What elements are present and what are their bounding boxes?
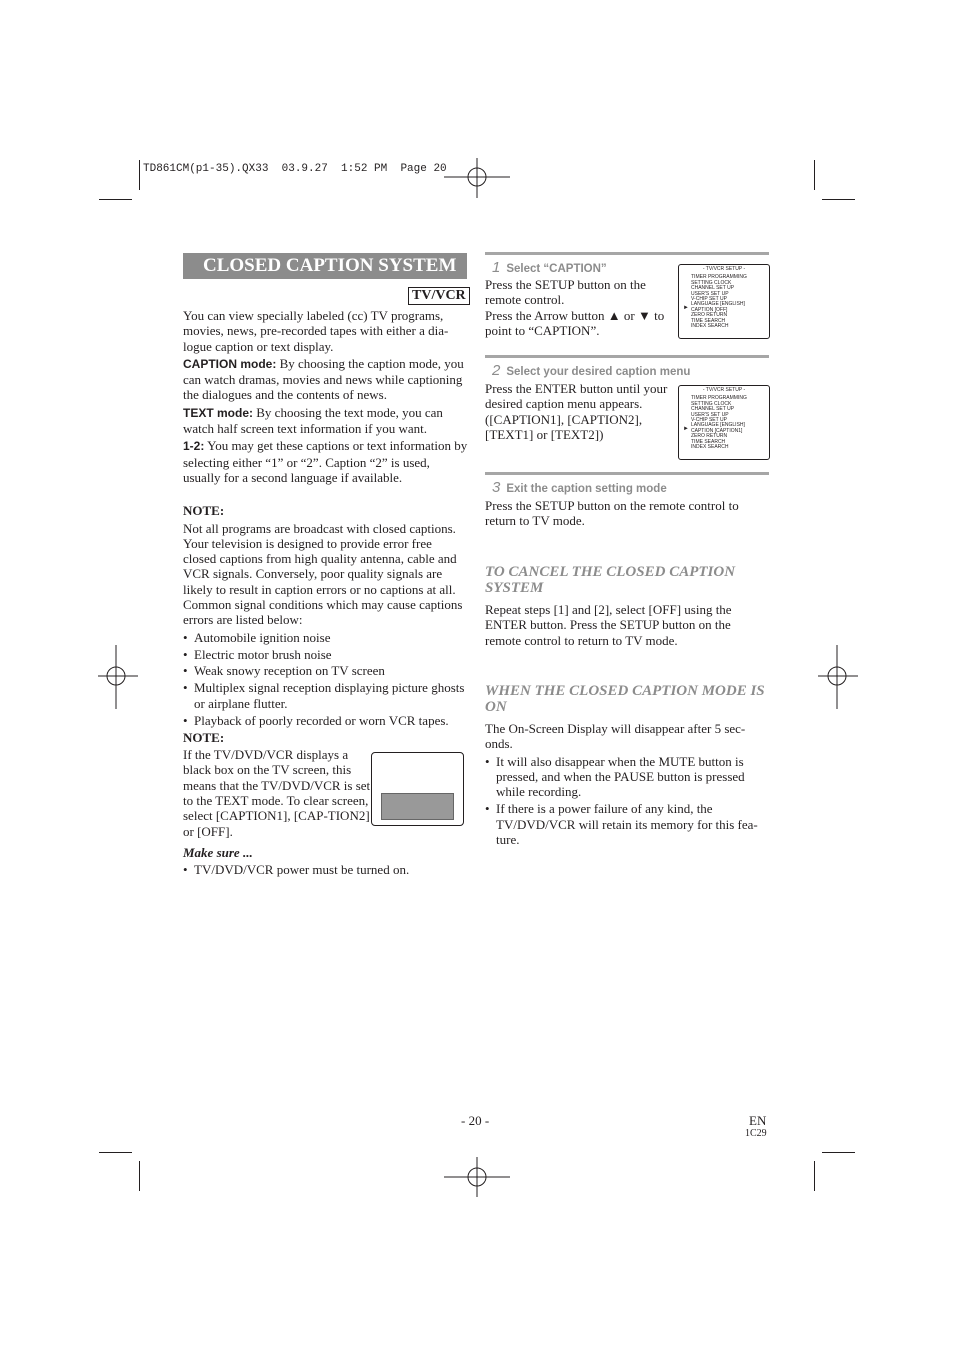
- registration-mark-right: [818, 645, 858, 709]
- osd-item: SETTING CLOCK: [691, 279, 732, 286]
- tv-screen-illustration: [371, 752, 464, 826]
- text-mode-paragraph: [183, 405, 468, 437]
- make-sure-list: [183, 862, 468, 877]
- cause-list: [183, 630, 468, 728]
- step-1-text: [485, 277, 670, 338]
- osd-item: TIME SEARCH: [691, 438, 726, 445]
- list-item: • Multiplex signal reception displaying picture ghosts or airplane flutter.: [183, 680, 468, 711]
- numbered-paragraph: [183, 438, 468, 485]
- osd-item: USER'S SET UP: [691, 290, 729, 297]
- registration-mark-top: [444, 158, 510, 198]
- step-number: 3: [492, 479, 501, 496]
- osd-menu-list: [691, 275, 769, 329]
- print-slug: TD861CM(p1-35).QX33 03.9.27 1:52 PM Page 20: [143, 163, 447, 175]
- list-item: • Weak snowy reception on TV screen: [183, 663, 468, 678]
- osd-item: ZERO RETURN: [691, 312, 728, 319]
- step-1-line: Press the Arrow button ▲ or ▼ to point to “CAPTION”.: [485, 307, 665, 338]
- step-divider: [485, 355, 769, 358]
- step-2-heading: [492, 362, 690, 380]
- osd-menu-list: [691, 396, 769, 450]
- numbered-label: 1-2:: [183, 439, 205, 454]
- black-box-note: If the TV/DVD/VCR displays a black box on the TV screen, this means that the TV/DVD/VCR is set to the TEXT mode. To clear screen, select [CAPTION1], [CAP-TION2] or [OFF].: [183, 747, 371, 839]
- tv-vcr-badge: TV/VCR: [408, 287, 470, 305]
- intro-paragraph: You can view specially labeled (cc) TV programs, movies, news, pre-recorded tapes with either a dia-logue caption or text display.: [183, 308, 449, 354]
- note-paragraph: Not all programs are broadcast with closed captions. Your television is designed to provide error free closed captions from high quality antenna, cable and VCR signals. Conversely, poor quality signals are likely to result in caption errors or no captions at all. Common signal conditions which may cause captions errors are listed below:: [183, 520, 463, 628]
- osd-item: SETTING CLOCK: [691, 400, 732, 407]
- step-divider: [485, 252, 769, 255]
- list-item: • It will also disappear when the MUTE button is pressed, and when the PAUSE button is pressed while recording.: [485, 754, 767, 800]
- osd-title: - TV/VCR SETUP -: [702, 266, 746, 272]
- page-number: - 20 -: [461, 1113, 490, 1128]
- osd-item: INDEX SEARCH: [691, 323, 729, 330]
- osd-item: INDEX SEARCH: [691, 444, 729, 451]
- step-1-heading: [492, 259, 607, 277]
- osd-item: CHANNEL SET UP: [691, 285, 735, 292]
- step-3-heading: [492, 479, 667, 497]
- list-item: • TV/DVD/VCR power must be turned on.: [183, 862, 468, 877]
- cancel-heading: TO CANCEL THE CLOSED CAPTION SYSTEM: [485, 564, 736, 596]
- list-item: • Playback of poorly recorded or worn VCR tapes.: [183, 713, 468, 728]
- osd-item: USER'S SET UP: [691, 411, 729, 418]
- osd-item: CHANNEL SET UP: [691, 406, 735, 413]
- when-on-paragraph: The On-Screen Display will disappear after 5 sec-onds.: [485, 721, 746, 752]
- step-2-text: Press the ENTER button until your desired caption menu appears. ([CAPTION1], [CAPTION2], [TEXT1] or [TEXT2]): [485, 381, 668, 442]
- step-number: 2: [492, 362, 501, 379]
- list-item: • Electric motor brush noise: [183, 647, 468, 662]
- step-number: 1: [492, 259, 501, 276]
- step-title: Select “CAPTION”: [506, 263, 607, 275]
- model-code: 1C29: [745, 1128, 767, 1139]
- registration-mark-left: [98, 645, 138, 709]
- when-on-heading: WHEN THE CLOSED CAPTION MODE IS ON: [485, 683, 765, 715]
- cancel-paragraph: Repeat steps [1] and [2], select [OFF] using the ENTER button. Press the SETUP button on the remote control to return to TV mode.: [485, 602, 732, 648]
- pointer-icon: ►: [683, 426, 689, 432]
- osd-item: TIMER PROGRAMMING: [691, 274, 747, 281]
- note-heading: NOTE:: [183, 503, 225, 519]
- caption-mode-label: CAPTION mode:: [183, 356, 277, 371]
- setup-menu-screen-2: [678, 385, 770, 460]
- list-item: • If there is a power failure of any kind, the TV/DVD/VCR will retain its memory for this fea-ture.: [485, 801, 767, 847]
- text-mode-text: By choosing the text mode, you can watch half screen text information if you want.: [183, 404, 443, 437]
- text-mode-label: TEXT mode:: [183, 405, 254, 420]
- step-3-text: Press the SETUP button on the remote control to return to TV mode.: [485, 498, 739, 529]
- step-title: Exit the caption setting mode: [506, 483, 667, 495]
- osd-item: CAPTION [CAPTION1]: [691, 427, 743, 434]
- osd-item: LANGUAGE [ENGLISH]: [691, 422, 745, 429]
- osd-item: V-CHIP SET UP: [691, 296, 727, 303]
- osd-item: CAPTION [OFF]: [691, 306, 728, 313]
- osd-item: V-CHIP SET UP: [691, 417, 727, 424]
- numbered-text: You may get these captions or text information by selecting either “1” or “2”. Caption “2” is used, usually for a second language if available.: [183, 438, 468, 485]
- caption-mode-paragraph: [183, 356, 468, 403]
- pointer-icon: ►: [683, 305, 689, 311]
- text-mode-black-box: [381, 793, 454, 820]
- caption-mode-text: By choosing the caption mode, you can watch dramas, movies and news while captioning the dialogues and the contents of news.: [183, 355, 464, 403]
- registration-mark-bottom: [444, 1157, 510, 1197]
- list-item: • Automobile ignition noise: [183, 630, 468, 645]
- step-title: Select your desired caption menu: [506, 366, 691, 378]
- section-title: CLOSED CAPTION SYSTEM: [183, 253, 467, 279]
- osd-item: LANGUAGE [ENGLISH]: [691, 301, 745, 308]
- language-code: EN: [749, 1113, 767, 1128]
- setup-menu-screen-1: [678, 264, 770, 339]
- osd-item: TIME SEARCH: [691, 317, 726, 324]
- osd-item: ZERO RETURN: [691, 433, 728, 440]
- when-on-section: [485, 721, 767, 847]
- osd-title: - TV/VCR SETUP -: [702, 387, 746, 393]
- when-on-list: [485, 754, 767, 848]
- step-1-line: Press the SETUP button on the remote control.: [485, 277, 646, 308]
- step-divider: [485, 472, 769, 475]
- make-sure-heading: Make sure ...: [183, 844, 253, 860]
- note-heading: NOTE:: [183, 729, 225, 745]
- osd-item: TIMER PROGRAMMING: [691, 395, 747, 402]
